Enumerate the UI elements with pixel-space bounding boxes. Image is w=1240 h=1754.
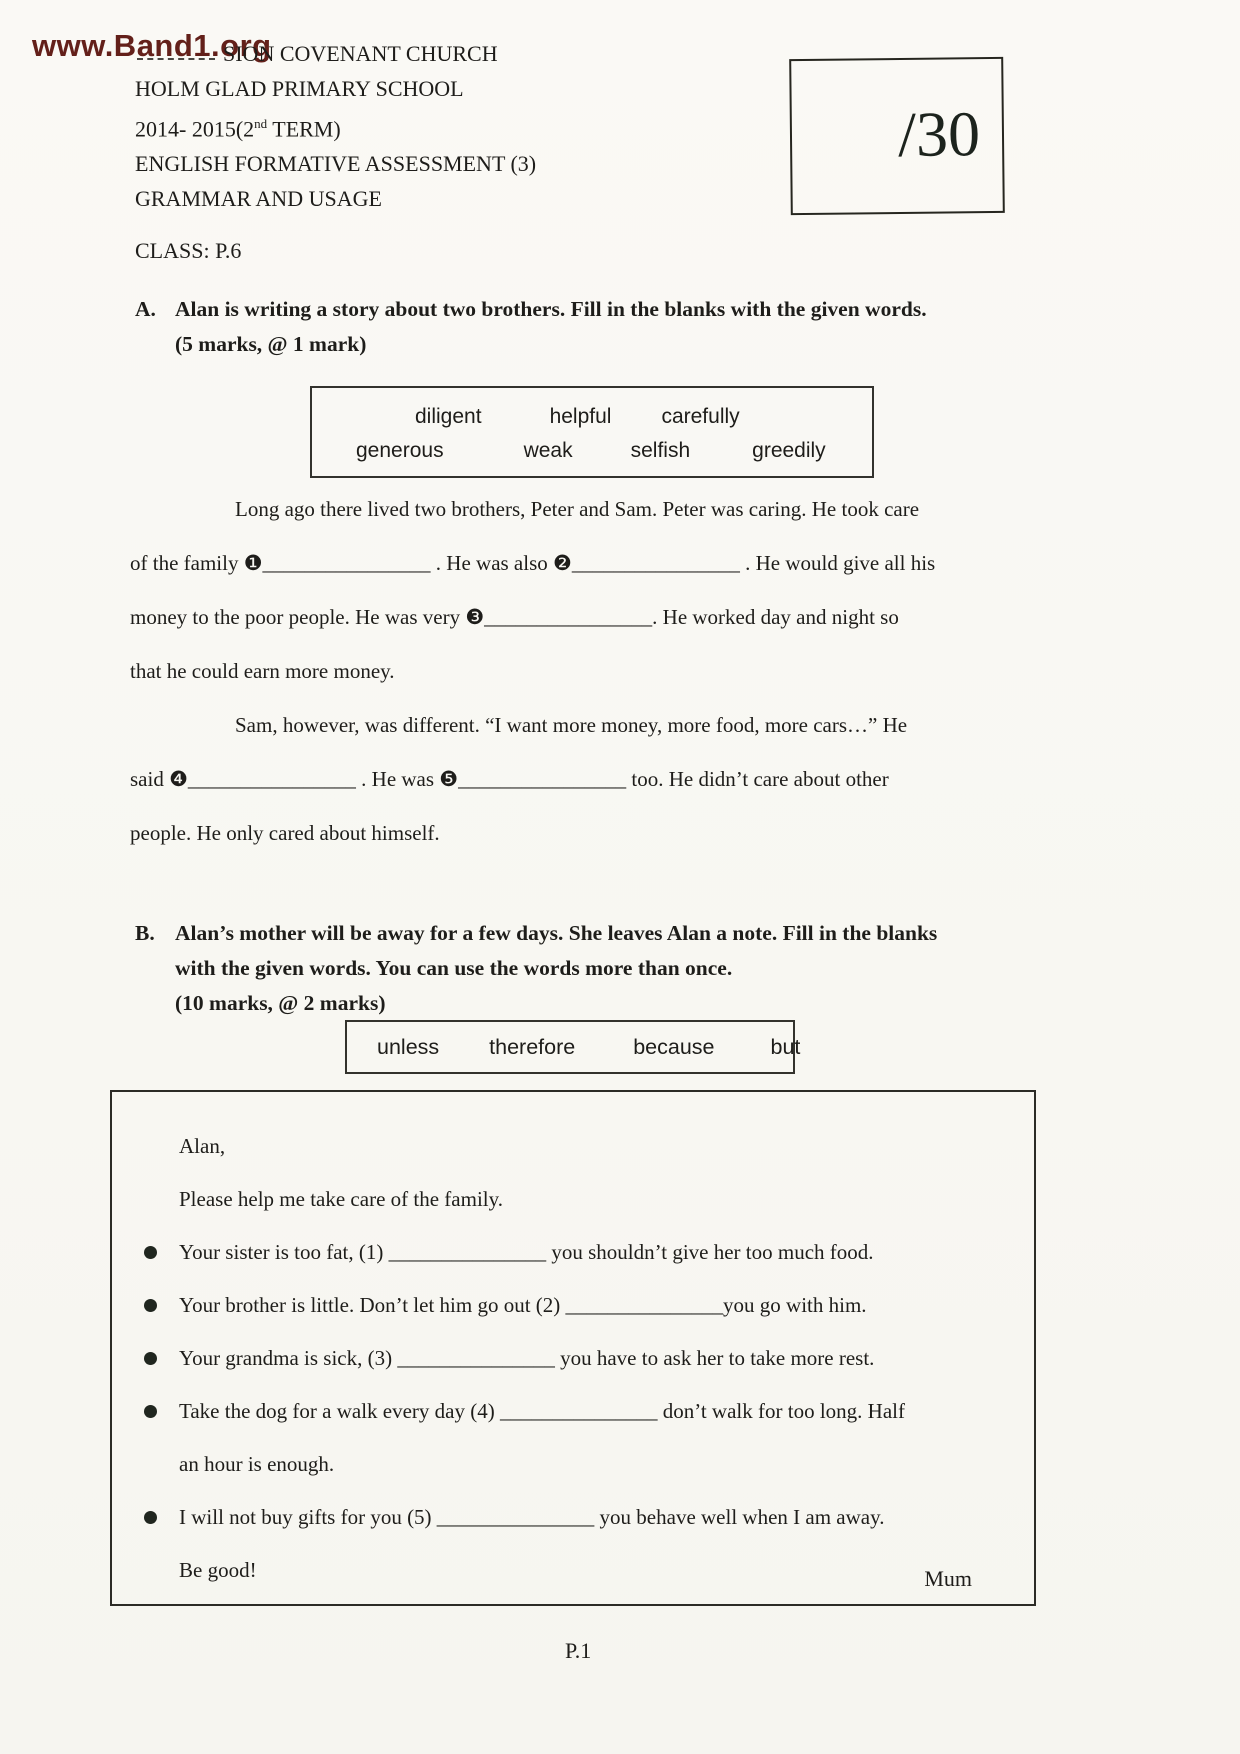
note-closing: Be good! [179, 1558, 257, 1582]
story-line: that he could earn more money. [130, 659, 395, 683]
word-option: selfish [630, 439, 691, 462]
word-bank-b [345, 1020, 801, 1074]
section-b-title-line1: Alan’s mother will be away for a few days. She leaves Alan a note. Fill in the blanks [175, 921, 938, 945]
note-salutation: Alan, [179, 1134, 226, 1158]
note-item-text: an hour is enough. [179, 1452, 335, 1476]
note-item [134, 1226, 1004, 1279]
section-b-marks: (10 marks, @ 2 marks) [175, 991, 386, 1015]
score-total: /30 [897, 98, 981, 170]
bullet-icon [144, 1352, 157, 1365]
note-salutation-row [134, 1120, 1004, 1173]
word-bank-a [310, 386, 874, 478]
word-option: generous [356, 439, 444, 462]
term-line: 2014- 2015(2nd TERM) [135, 116, 341, 142]
note-item-text: Your sister is too fat, (1) _______________ you shouldn’t give her too much food. [179, 1240, 874, 1264]
church-name: SION COVENANT CHURCH [223, 41, 498, 66]
subject-title: GRAMMAR AND USAGE [135, 186, 382, 212]
word-option: carefully [661, 405, 740, 428]
story-line: of the family ❶________________ . He was also ❷________________ . He would give all his [130, 551, 936, 575]
section-b-title-line2: with the given words. You can use the words more than once. [175, 956, 733, 980]
note-item-text: Your brother is little. Don’t let him go out (2) _______________you go with him. [179, 1293, 867, 1317]
page-number: P.1 [565, 1638, 592, 1663]
note-item-continuation [134, 1438, 1004, 1491]
word-option: therefore [489, 1034, 576, 1059]
section-b [135, 916, 1135, 1021]
bullet-icon [144, 1299, 157, 1312]
mothers-note-box [110, 1090, 1036, 1606]
score-box [789, 57, 1005, 215]
word-option: unless [377, 1034, 440, 1059]
section-a-label: A. [135, 297, 156, 321]
note-intro-row [134, 1173, 1004, 1226]
note-item-text: I will not buy gifts for you (5) _______________ you behave well when I am away. [179, 1505, 885, 1529]
watermark: www.Band1.org [32, 28, 272, 63]
school-name: HOLM GLAD PRIMARY SCHOOL [135, 76, 464, 101]
note-item-text: Take the dog for a walk every day (4) _______________ don’t walk for too long. Half [179, 1399, 905, 1423]
word-option: diligent [415, 405, 482, 428]
word-option: greedily [752, 439, 826, 462]
story-line: people. He only cared about himself. [130, 821, 440, 845]
note-item [134, 1332, 1004, 1385]
story-line: said ❹________________ . He was ❺________________ too. He didn’t care about other [130, 767, 889, 791]
scan-dash-artifact [137, 58, 215, 60]
word-option: because [633, 1034, 715, 1059]
note-item [134, 1279, 1004, 1332]
word-option: weak [523, 439, 573, 462]
word-option: but [770, 1034, 801, 1059]
story-line: money to the poor people. He was very ❸________________. He worked day and night so [130, 605, 899, 629]
bullet-icon [144, 1246, 157, 1259]
note-signature: Mum [924, 1566, 972, 1591]
story-line: Long ago there lived two brothers, Peter and Sam. Peter was caring. He took care [235, 497, 920, 521]
assessment-title: ENGLISH FORMATIVE ASSESSMENT (3) [135, 151, 537, 177]
section-a-title: Alan is writing a story about two brothers. Fill in the blanks with the given words. [175, 297, 927, 321]
section-a-marks: (5 marks, @ 1 mark) [175, 332, 367, 356]
word-option: helpful [549, 405, 612, 428]
story-line: Sam, however, was different. “I want more money, more food, more cars…” He [235, 713, 908, 737]
bullet-icon [144, 1511, 157, 1524]
section-b-label: B. [135, 921, 155, 945]
paper-header [135, 36, 536, 216]
class-line: CLASS: P.6 [135, 238, 242, 263]
note-intro: Please help me take care of the family. [179, 1187, 503, 1211]
header-church-line [135, 36, 536, 71]
note-item [134, 1491, 1004, 1544]
note-closing-row [134, 1544, 1004, 1597]
story-passage [130, 482, 1120, 860]
term-ordinal-superscript: nd [254, 116, 268, 131]
section-a [135, 292, 1135, 362]
note-item [134, 1385, 1004, 1438]
bullet-icon [144, 1405, 157, 1418]
note-item-text: Your grandma is sick, (3) _______________ you have to ask her to take more rest. [179, 1346, 875, 1370]
